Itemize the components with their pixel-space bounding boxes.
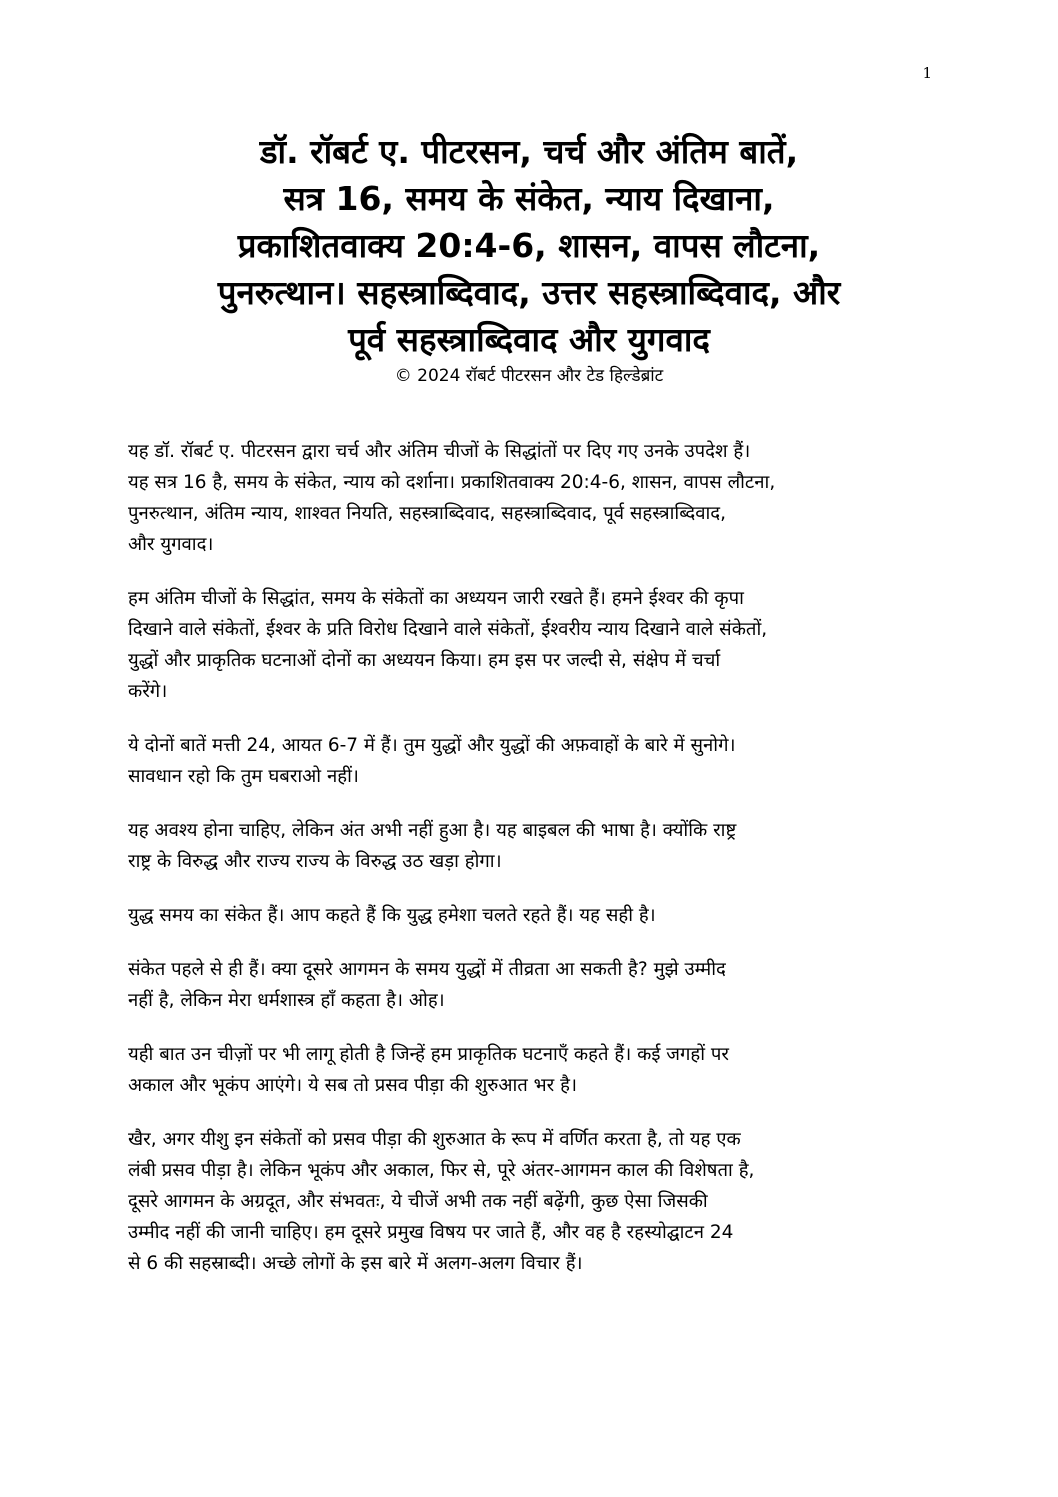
text-line: करेंगे। [128,681,168,702]
text-line: यह अवश्य होना चाहिए, लेकिन अंत अभी नहीं हुआ है। यह बाइबल की भाषा है। क्योंकि राष्ट्र [128,820,737,841]
text-line: लंबी प्रसव पीड़ा है। लेकिन भूकंप और अकाल, फिर से, पूरे अंतर-आगमन काल की विशेषता है, [128,1160,755,1181]
paragraph [128,954,940,1016]
text-line: हम अंतिम चीजों के सिद्धांत, समय के संकेतों का अध्ययन जारी रखते हैं। हमने ईश्वर की कृपा [128,588,744,609]
text-line: संकेत पहले से ही हैं। क्या दूसरे आगमन के समय युद्धों में तीव्रता आ सकती है? मुझे उम्मीद [128,959,726,980]
text-line: युद्धों और प्राकृतिक घटनाओं दोनों का अध्ययन किया। हम इस पर जल्दी से, संक्षेप में चर्चा [128,650,721,671]
paragraph [128,1124,940,1279]
document-body [128,436,940,1302]
paragraph [128,900,940,931]
text-line: यह डॉ. रॉबर्ट ए. पीटरसन द्वारा चर्च और अंतिम चीजों के सिद्धांतों पर दिए गए उनके उपदेश हैं। [128,441,751,462]
paragraph [128,436,940,560]
text-line: दूसरे आगमन के अग्रदूत, और संभवतः, ये चीजें अभी तक नहीं बढ़ेंगी, कुछ ऐसा जिसकी [128,1191,708,1212]
paragraph [128,583,940,707]
text-line: सावधान रहो कि तुम घबराओ नहीं। [128,766,359,787]
text-line: अकाल और भूकंप आएंगे। ये सब तो प्रसव पीड़ा की शुरुआत भर है। [128,1075,577,1096]
text-line: यह सत्र 16 है, समय के संकेत, न्याय को दर्शाना। प्रकाशितवाक्य 20:4-6, शासन, वापस लौटना, [128,472,776,493]
page-number: 1 [922,64,932,82]
text-line: पुनरुत्थान, अंतिम न्याय, शाश्वत नियति, सहस्त्राब्दिवाद, सहस्त्राब्दिवाद, पूर्व सहस्त्राब्दिवाद, [128,503,726,524]
paragraph [128,730,940,792]
document-title-block [110,128,948,387]
text-line: यही बात उन चीज़ों पर भी लागू होती है जिन्हें हम प्राकृतिक घटनाएँ कहते हैं। कई जगहों पर [128,1044,729,1065]
text-line: उम्मीद नहीं की जानी चाहिए। हम दूसरे प्रमुख विषय पर जाते हैं, और वह है रहस्योद्घाटन 24 [128,1222,734,1243]
paragraph [128,815,940,877]
document-title-line: डॉ. रॉबर्ट ए. पीटरसन, चर्च और अंतिम बातें, [259,132,799,171]
text-line: युद्ध समय का संकेत हैं। आप कहते हैं कि युद्ध हमेशा चलते रहते हैं। यह सही है। [128,905,656,926]
document-title-line: सत्र 16, समय के संकेत, न्याय दिखाना, [283,179,775,218]
text-line: और युगवाद। [128,534,214,555]
text-line: राष्ट्र के विरुद्ध और राज्य राज्य के विरुद्ध उठ खड़ा होगा। [128,851,502,872]
text-line: दिखाने वाले संकेतों, ईश्वर के प्रति विरोध दिखाने वाले संकेतों, ईश्वरीय न्याय दिखाने वाले संकेतों, [128,619,768,640]
document-title-line: पूर्व सहस्त्राब्दिवाद और युगवाद [348,320,710,359]
copyright-notice: © 2024 रॉबर्ट पीटरसन और टेड हिल्डेब्रांट [394,366,664,386]
document-title-line: पुनरुत्थान। सहस्त्राब्दिवाद, उत्तर सहस्त्राब्दिवाद, और [217,273,841,312]
text-line: नहीं है, लेकिन मेरा धर्मशास्त्र हाँ कहता है। ओह। [128,990,445,1011]
document-title-line: प्रकाशितवाक्य 20:4-6, शासन, वापस लौटना, [237,226,821,265]
text-line: से 6 की सहस्राब्दी। अच्छे लोगों के इस बारे में अलग-अलग विचार हैं। [128,1253,583,1274]
text-line: खैर, अगर यीशु इन संकेतों को प्रसव पीड़ा की शुरुआत के रूप में वर्णित करता है, तो यह एक [128,1129,741,1150]
paragraph [128,1039,940,1101]
text-line: ये दोनों बातें मत्ती 24, आयत 6-7 में हैं। तुम युद्धों और युद्धों की अफ़वाहों के बारे में सुनोगे। [128,735,736,756]
